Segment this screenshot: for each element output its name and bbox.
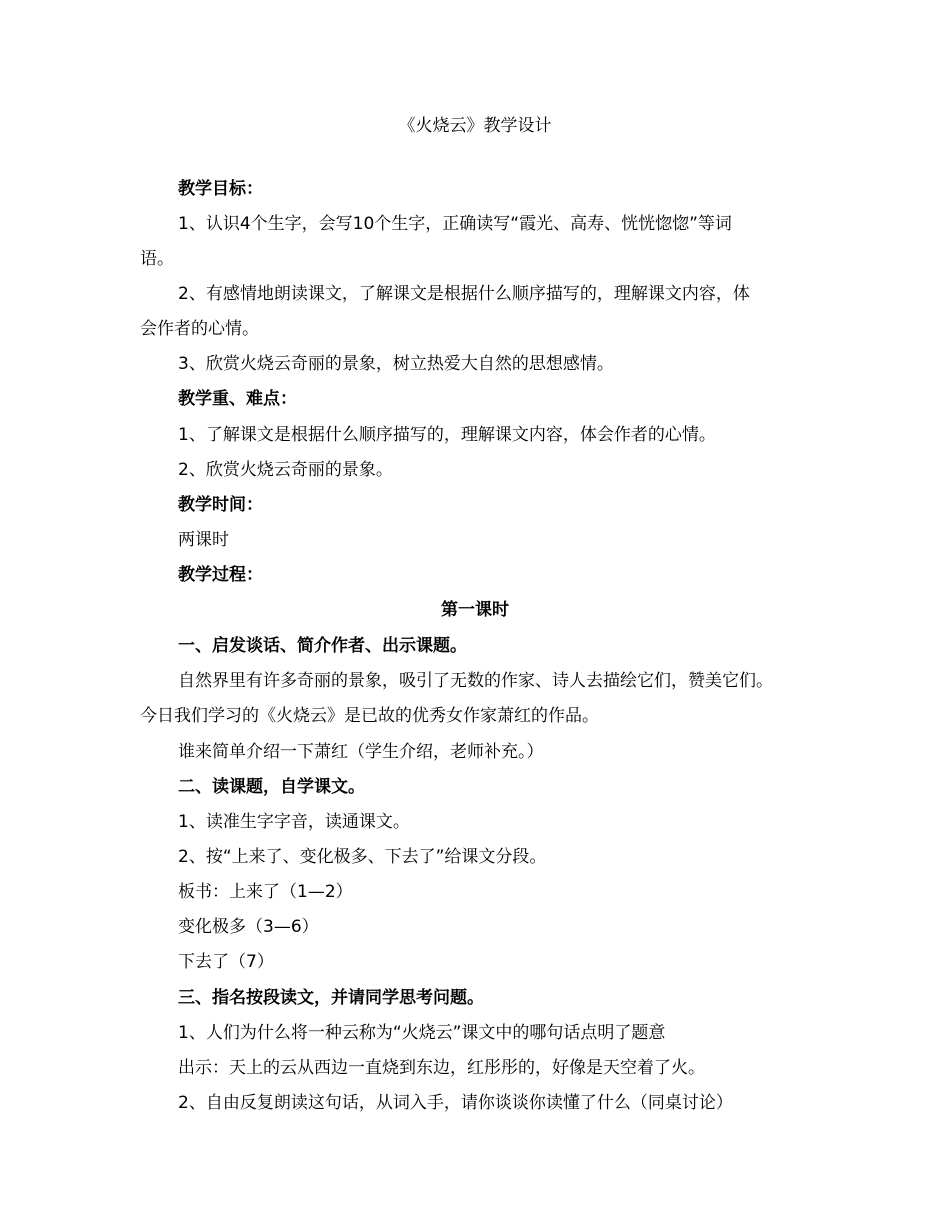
process-heading: 教学过程： bbox=[178, 565, 263, 585]
objective-item-2-line-1: 2、有感情地朗读课文，了解课文是根据什么顺序描写的，理解课文内容，体 bbox=[178, 284, 750, 304]
objective-item-1-line-1: 1、认识4个生字，会写10个生字，正确读写“霞光、高寿、恍恍惚惚”等词 bbox=[178, 214, 732, 234]
section-2-heading: 二、读课题，自学课文。 bbox=[178, 777, 365, 797]
section-3-heading: 三、指名按段读文，并请同学思考问题。 bbox=[178, 988, 484, 1008]
key-point-item-1: 1、了解课文是根据什么顺序描写的，理解课文内容，体会作者的心情。 bbox=[178, 425, 716, 445]
time-value: 两课时 bbox=[178, 530, 229, 550]
objective-item-3: 3、欣赏火烧云奇丽的景象，树立热爱大自然的思想感情。 bbox=[178, 354, 614, 374]
board-writing-3: 下去了（7） bbox=[178, 952, 274, 972]
section-3-item-1: 1、人们为什么将一种云称为“火烧云”课文中的哪句话点明了题意 bbox=[178, 1023, 666, 1043]
lesson-title: 第一课时 bbox=[441, 600, 509, 620]
key-point-item-2: 2、欣赏火烧云奇丽的景象。 bbox=[178, 460, 393, 480]
section-1-heading: 一、启发谈话、简介作者、出示课题。 bbox=[178, 636, 467, 656]
section-1-para-1-line-1: 自然界里有许多奇丽的景象，吸引了无数的作家、诗人去描绘它们，赞美它们。 bbox=[178, 671, 773, 691]
document-title: 《火烧云》教学设计 bbox=[398, 116, 552, 136]
section-3-quote: 出示：天上的云从西边一直烧到东边，红彤彤的，好像是天空着了火。 bbox=[178, 1058, 705, 1078]
section-2-item-1: 1、读准生字字音，读通课文。 bbox=[178, 812, 410, 832]
objectives-heading: 教学目标： bbox=[178, 179, 263, 199]
board-writing-1: 板书：上来了（1—2） bbox=[178, 882, 353, 902]
section-2-item-2: 2、按“上来了、变化极多、下去了”给课文分段。 bbox=[178, 847, 547, 867]
section-3-item-2: 2、自由反复朗读这句话，从词入手，请你谈谈你读懂了什么（同桌讨论） bbox=[178, 1093, 733, 1113]
time-heading: 教学时间： bbox=[178, 495, 263, 515]
objective-item-2-line-2: 会作者的心情。 bbox=[140, 319, 259, 339]
objective-item-1-line-2: 语。 bbox=[140, 249, 174, 269]
key-points-heading: 教学重、难点： bbox=[178, 389, 297, 409]
board-writing-2: 变化极多（3—6） bbox=[178, 917, 319, 937]
section-1-para-1-line-2: 今日我们学习的《火烧云》是已故的优秀女作家萧红的作品。 bbox=[140, 706, 599, 726]
section-1-para-2: 谁来简单介绍一下萧红（学生介绍，老师补充。） bbox=[178, 742, 544, 762]
